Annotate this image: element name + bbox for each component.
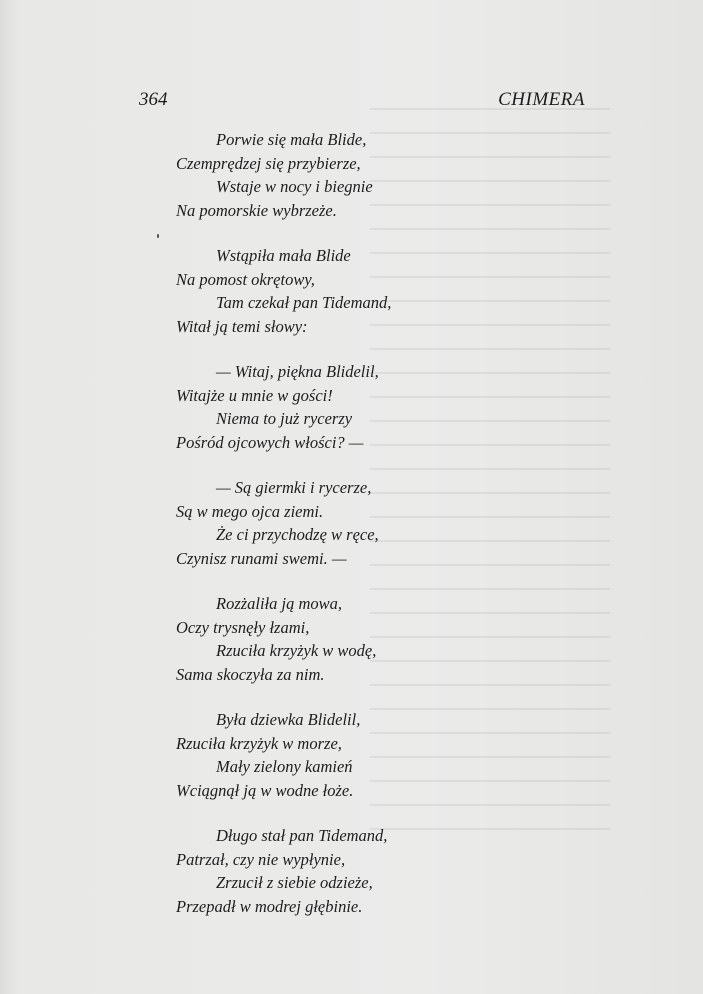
page-header	[0, 89, 703, 117]
poem-line: — Są giermki i rycerze,	[216, 478, 372, 497]
poem-line: Na pomost okrętowy,	[176, 269, 315, 289]
poem-line: Patrzał, czy nie wypłynie,	[176, 849, 346, 869]
poem-line: Pośród ojcowych włości? —	[176, 432, 364, 452]
poem-line: Wstaje w nocy i biegnie	[216, 177, 373, 196]
poem-line: Oczy trysnęły łzami,	[176, 617, 310, 637]
poem-line: Są w mego ojca ziemi.	[176, 501, 324, 521]
stanza-7	[176, 824, 596, 918]
poem-line: Na pomorskie wybrzeże.	[176, 200, 337, 220]
stanza-5	[176, 592, 596, 686]
poem	[176, 128, 596, 940]
stanza-6	[176, 708, 596, 802]
poem-line: Mały zielony kamień	[216, 757, 353, 776]
poem-line: Była dziewka Blidelil,	[216, 710, 361, 729]
poem-line: Sama skoczyła za nim.	[176, 664, 325, 684]
poem-line: Wciągnął ją w wodne łoże.	[176, 780, 354, 800]
poem-line: Długo stał pan Tidemand,	[216, 826, 388, 845]
poem-line: Wstąpiła mała Blide	[216, 246, 351, 265]
poem-line: Witał ją temi słowy:	[176, 316, 308, 336]
ink-speck	[157, 234, 159, 238]
poem-line: — Witaj, piękna Blidelil,	[216, 362, 379, 381]
stanza-4	[176, 476, 596, 570]
stanza-3	[176, 360, 596, 454]
poem-line: Porwie się mała Blide,	[216, 130, 367, 149]
poem-line: Niema to już rycerzy	[216, 409, 353, 428]
running-title: CHIMERA	[498, 89, 585, 110]
poem-line: Zrzucił z siebie odzieże,	[216, 873, 373, 892]
stanza-1	[176, 128, 596, 222]
poem-line: Tam czekał pan Tidemand,	[216, 293, 392, 312]
poem-line: Rzuciła krzyżyk w morze,	[176, 733, 342, 753]
page-number: 364	[139, 89, 168, 110]
poem-line: Przepadł w modrej głębinie.	[176, 896, 363, 916]
poem-line: Witajże u mnie w gości!	[176, 385, 333, 405]
poem-line: Że ci przychodzę w ręce,	[216, 525, 379, 544]
poem-line: Rzuciła krzyżyk w wodę,	[216, 641, 377, 660]
stanza-2	[176, 244, 596, 338]
poem-line: Rozżaliła ją mowa,	[216, 594, 343, 613]
poem-line: Czemprędzej się przybierze,	[176, 153, 361, 173]
poem-line: Czynisz runami swemi. —	[176, 548, 347, 568]
